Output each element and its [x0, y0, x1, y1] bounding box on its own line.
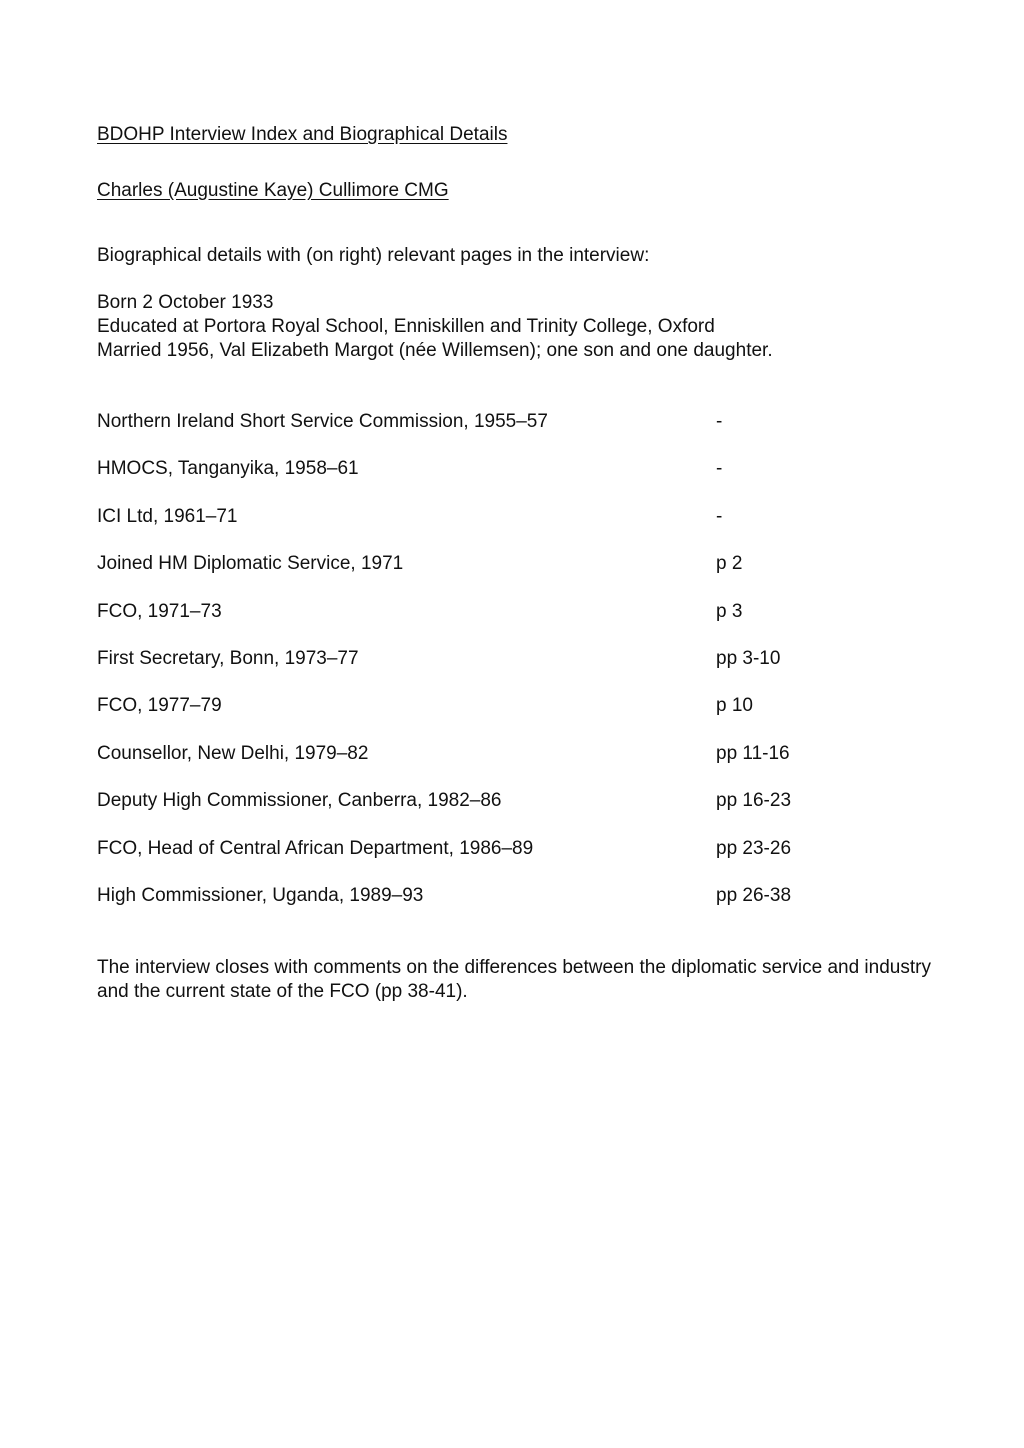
career-list — [97, 410, 957, 931]
career-role: First Secretary, Bonn, 1973–77 — [97, 647, 359, 669]
career-pages: - — [716, 411, 723, 432]
career-row — [97, 457, 957, 504]
biography-block — [97, 291, 773, 363]
education-line: Educated at Portora Royal School, Enniskillen and Trinity College, Oxford — [97, 316, 715, 337]
career-row — [97, 789, 957, 836]
career-row — [97, 505, 957, 552]
career-row — [97, 600, 957, 647]
career-role: FCO, 1977–79 — [97, 695, 222, 717]
career-role: Counsellor, New Delhi, 1979–82 — [97, 742, 369, 764]
closing-paragraph — [97, 956, 957, 1004]
career-pages: pp 11-16 — [716, 742, 790, 764]
career-row — [97, 552, 957, 599]
closing-line: and the current state of the FCO (pp 38-41). — [97, 981, 468, 1002]
career-role: HMOCS, Tanganyika, 1958–61 — [97, 458, 359, 480]
career-pages: pp 16-23 — [716, 790, 792, 812]
intro-text: Biographical details with (on right) relevant pages in the interview: — [97, 245, 650, 266]
career-pages: - — [716, 505, 723, 527]
career-role: ICI Ltd, 1961–71 — [97, 505, 238, 527]
career-pages: pp 23-26 — [716, 837, 792, 859]
career-pages: pp 26-38 — [716, 884, 792, 906]
career-row — [97, 742, 957, 789]
marriage-line: Married 1956, Val Elizabeth Margot (née Willemsen); one son and one daughter. — [97, 340, 773, 361]
subject-name: Charles (Augustine Kaye) Cullimore CMG — [97, 180, 449, 201]
career-row — [97, 410, 957, 457]
career-role: FCO, 1971–73 — [97, 600, 222, 622]
career-row — [97, 837, 957, 884]
career-role: Northern Ireland Short Service Commission, 1955–57 — [97, 411, 548, 432]
career-row — [97, 694, 957, 741]
career-row — [97, 647, 957, 694]
career-role: Deputy High Commissioner, Canberra, 1982–86 — [97, 790, 502, 812]
document-title: BDOHP Interview Index and Biographical Details — [97, 124, 508, 145]
career-row — [97, 884, 957, 931]
career-role: High Commissioner, Uganda, 1989–93 — [97, 884, 424, 906]
career-pages: p 10 — [716, 695, 753, 717]
career-role: Joined HM Diplomatic Service, 1971 — [97, 553, 404, 575]
career-pages: pp 3-10 — [716, 647, 781, 669]
career-pages: p 3 — [716, 600, 743, 622]
career-pages: p 2 — [716, 553, 743, 575]
career-pages: - — [716, 458, 723, 480]
birth-line: Born 2 October 1933 — [97, 292, 274, 313]
career-role: FCO, Head of Central African Department, 1986–89 — [97, 837, 534, 859]
closing-line: The interview closes with comments on the differences between the diplomatic service and industry — [97, 957, 931, 978]
